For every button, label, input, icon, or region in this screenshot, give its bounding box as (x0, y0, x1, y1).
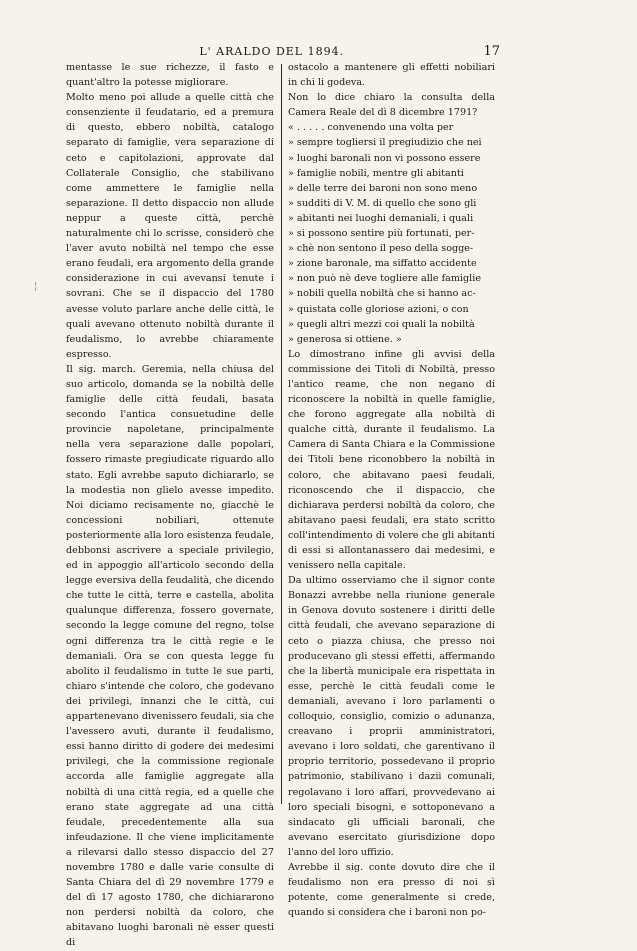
left-column (66, 60, 274, 951)
page-header (60, 44, 500, 59)
quote-line: » abitanti nei luoghi demaniali, i quali (288, 212, 474, 224)
margin-pencil-mark: ¦ (34, 281, 38, 292)
quote-line: » generosa si ottiene. » (288, 333, 402, 345)
quote-line: » luoghi baronali non vi possono essere (288, 152, 481, 164)
paragraph: Lo dimostrano infine gli avvisi della commissione dei Titoli di Nobiltà, presso l'antico reame, che non negano di riconoscere la nobiltà in quelle famiglie, che forono aggregate alla nobiltà di qualche città, durante il feudalismo. La Camera di Santa Chiara e la Commissione dei Titoli bene riconobbero la nobiltà in coloro, che abitavano paesi feudali, riconoscendo che il dispaccio, che dichiarava perdersi nobiltà da coloro, che abitavano paesi feudali, era stato scritto coll'intendimento di volere che gli abitanti di essi si allontanassero dai medesimi, e venissero nella capitale. (288, 348, 495, 572)
quote-line: » zione baronale, ma siffatto accidente (288, 258, 477, 270)
quote-line: » nobili quella nobiltà che si hanno ac- (288, 288, 476, 300)
paragraph: Il sig. march. Geremia, nella chiusa del suo articolo, domanda se la nobiltà delle famiglie delle città feudali, basata secondo l'antica consuetudine delle provincie napoletane, principalmente nella vera separazione dalle popolari, fossero rimaste pregiudicate riguardo allo stato. Egli avrebbe saputo dichiararlo, se la modestia non glielo avesse impedito. Noi diciamo recisamente no, giacchè le concessioni nobiliari, ottenute posteriormente alla loro esistenza feudale, debbonsi ascrivere a speciale privilegio, ed in appoggio all'articolo secondo della legge eversiva della feudalità, che dicendo che tutte le città, terre e castella, abolita qualunque differenza, fossero governate, secondo la legge comune del regno, tolse ogni differenza tra le città regie e le demaniali. Ora se con questa legge fu abolito il feudalismo in tutte le sue parti, chiaro s'intende che coloro, che godevano dei privilegi, innanzi che le città, cui appartenevano divenissero feudali, sia che l'avessero avuti, durante il feudalismo, essi hanno diritto di godere dei medesimi privilegi, che la commissione regionale accorda alle famiglie aggregate alla nobiltà di una città regia, ed a quelle che erano state aggregate ad una città feudale, precedentemente alla sua infeudazione. Il che viene implicitamente a rilevarsi dallo stesso dispaccio del 27 novembre 1780 e dalle varie consulte di Santa Chiara del dì 29 novembre 1779 e del dì 17 agosto 1780, che dichiararono non perdersi nobiltà da coloro, che abitavano luoghi baronali nè esser questi di (66, 363, 274, 949)
block-quote (288, 120, 495, 346)
paragraph: mentasse le sue richezze, il fasto e quant'altro la potesse migliorare. (66, 62, 274, 89)
quote-line: » non può nè deve togliere alle famiglie (288, 273, 481, 285)
quote-line: » delle terre dei baroni non sono meno (288, 182, 478, 194)
quote-line: » quegli altri mezzi coi quali la nobiltà (288, 318, 475, 330)
quote-line: » quistata colle gloriose azioni, o con (288, 303, 469, 315)
right-column (288, 60, 495, 920)
column-divider (281, 64, 282, 804)
quote-line: « . . . . . convenendo una volta per (288, 122, 454, 134)
paragraph: Da ultimo osserviamo che il signor conte Bonazzi avrebbe nella riunione generale in Genova dovuto sostenere i diritti delle città feudali, che avevano separazione di ceto o piazza chiusa, che presso noi producevano gli stessi effetti, affermando che la libertà municipale era rispettata in esse, perchè le città feudali come le demaniali, avevano i loro parlamenti o colloquio, consiglio, comizio o adunanza, creavano i proprii amministratori, avevano i loro soldati, che garentivano il proprio territorio, possedevano il proprio patrimonio, stabilivano i dazii comunali, regolavano i loro affari, provvedevano ai loro speciali bisogni, e sottoponevano a sindacato gli ufficiali baronali, che avevano esercitato giurisdizione dopo l'anno del loro uffizio. (288, 575, 495, 858)
quote-line: » sudditi di V. M. di quello che sono gli (288, 197, 477, 209)
paragraph: Non lo dice chiaro la consulta della Camera Reale del dì 8 dicembre 1791? (288, 92, 495, 119)
paragraph: Molto meno poi allude a quelle città che consenziente il feudatario, ed a premura di questo, ebbero nobiltà, catalogo separato di famiglie, vera separazione di ceto e capitolazioni, approvate dal Collaterale Consiglio, che stabilivano come ammettere le famiglie nella separazione. Il detto dispaccio non allude neppur a queste città, perchè naturalmente chi lo scrisse, considerò che l'aver avuto nobiltà nel tempo che esse erano feudali, era argomento della grande considerazione in cui avevansi tenute i sovrani. Che se il dispaccio del 1780 avesse voluto parlare anche delle città, le quali avevano ottenuto nobiltà durante il feudalismo, lo avrebbe chiaramente espresso. (66, 92, 274, 360)
paragraph: Avrebbe il sig. conte dovuto dire che il feudalismo non era presso di noi sì potente, come generalmente si crede, quando si considera che i baroni non po- (288, 861, 495, 919)
quote-line: » sempre togliersi il pregiudizio che nei (288, 137, 482, 149)
quote-line: » chè non sentono il peso della sogge- (288, 243, 474, 255)
quote-line: » si possono sentire più fortunati, per- (288, 228, 475, 240)
paragraph: ostacolo a mantenere gli effetti nobiliari in chi li godeva. (288, 62, 495, 89)
running-title: L' ARALDO DEL 1894. (199, 45, 345, 58)
page-number: 17 (483, 44, 500, 59)
quote-line: » famiglie nobili, mentre gli abitanti (288, 167, 464, 179)
